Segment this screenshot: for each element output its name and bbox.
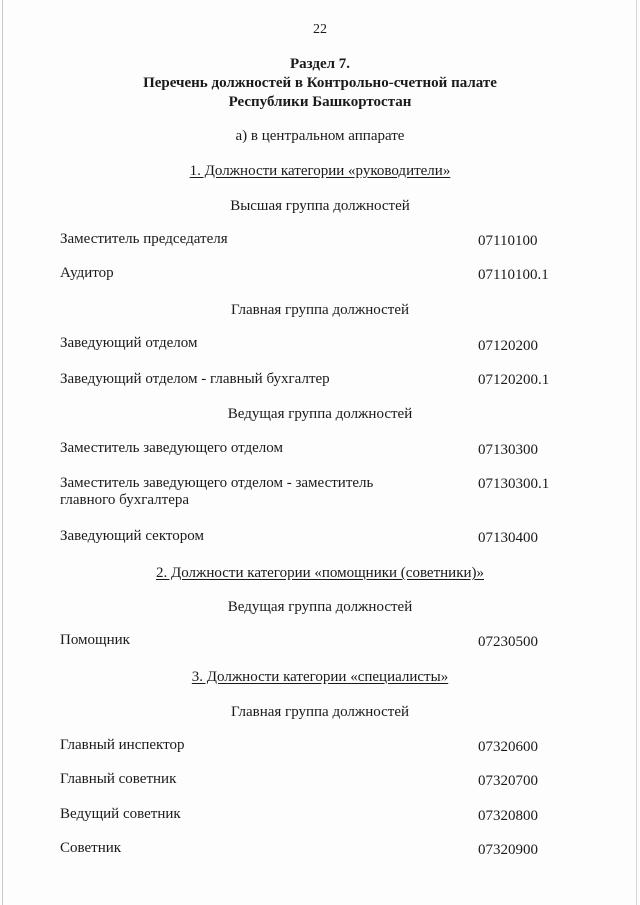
- position-label: Аудитор: [60, 265, 114, 281]
- position-code: 07320800: [478, 808, 538, 824]
- section-subtitle-line2: Республики Башкортостан: [228, 94, 412, 110]
- position-code: 07110100: [478, 233, 538, 249]
- position-code: 07320600: [478, 739, 538, 755]
- position-label: Ведущий советник: [60, 806, 181, 822]
- position-code: 07120200.1: [478, 372, 550, 388]
- group-heading: Главная группа должностей: [230, 302, 410, 318]
- page-number: 22: [313, 22, 327, 37]
- section-subtitle-line1: Перечень должностей в Контрольно-счетной палате: [143, 75, 497, 91]
- position-label: Заместитель заведующего отделом: [60, 440, 283, 456]
- position-code: 07320700: [478, 773, 538, 789]
- position-code: 07130300: [478, 442, 538, 458]
- position-code: 07320900: [478, 842, 538, 858]
- section-title: Раздел 7.: [289, 56, 351, 72]
- position-label: Главный советник: [60, 771, 177, 787]
- position-label: Заведующий сектором: [60, 528, 204, 544]
- group-heading: Главная группа должностей: [230, 704, 410, 720]
- position-label: Советник: [60, 840, 122, 856]
- position-label: Главный инспектор: [60, 737, 185, 753]
- group-heading: Ведущая группа должностей: [227, 406, 413, 422]
- position-code: 07130400: [478, 530, 538, 546]
- position-label: Заместитель председателя: [60, 231, 228, 247]
- position-label: Помощник: [60, 632, 130, 648]
- position-code: 07130300.1: [478, 476, 550, 492]
- position-label-continued: главного бухгалтера: [60, 492, 190, 508]
- category-heading: 2. Должности категории «помощники (советники)»: [155, 565, 485, 581]
- position-code: 07230500: [478, 634, 538, 650]
- position-code: 07110100.1: [478, 267, 549, 283]
- subsection-title: а) в центральном аппарате: [235, 128, 405, 144]
- position-label: Заведующий отделом: [60, 335, 198, 351]
- group-heading: Высшая группа должностей: [230, 198, 410, 214]
- position-label: Заместитель заведующего отделом - заместитель: [60, 475, 374, 491]
- group-heading: Ведущая группа должностей: [227, 599, 413, 615]
- category-heading: 1. Должности категории «руководители»: [189, 163, 451, 179]
- category-heading: 3. Должности категории «специалисты»: [191, 669, 449, 685]
- position-label: Заведующий отделом - главный бухгалтер: [60, 371, 330, 387]
- position-code: 07120200: [478, 338, 538, 354]
